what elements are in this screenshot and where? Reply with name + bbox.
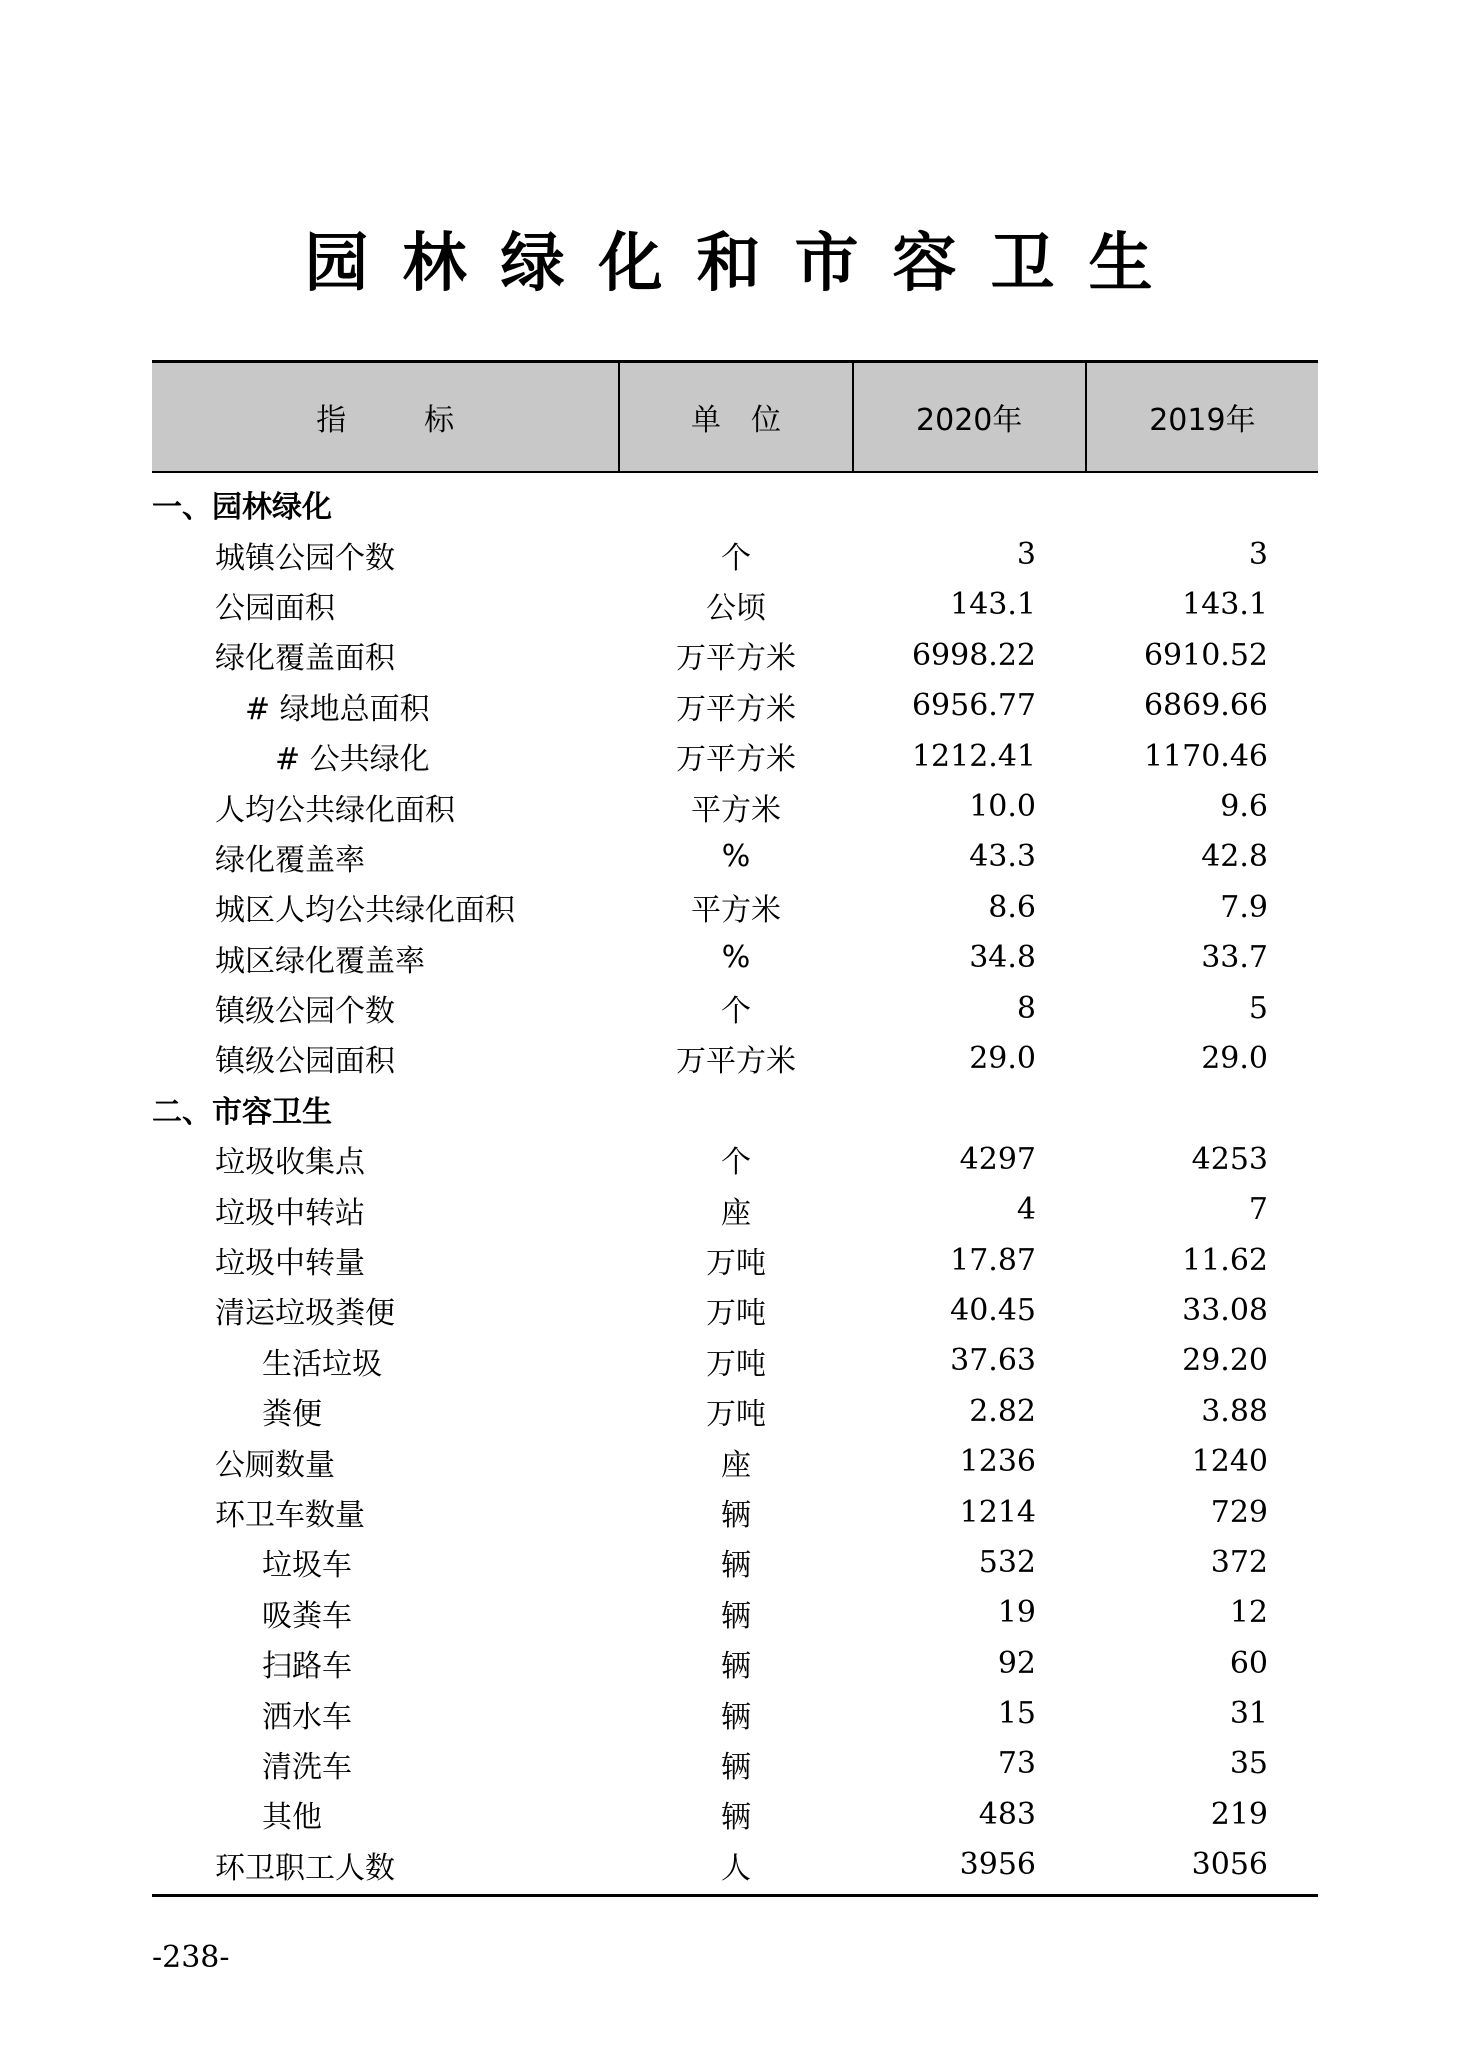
value-2019-cell: 5 — [1248, 990, 1268, 1026]
value-2020-cell: 40.45 — [950, 1292, 1036, 1328]
table-row — [152, 933, 1318, 983]
indicator-cell: 垃圾中转量 — [215, 1246, 365, 1282]
unit-cell: 万吨 — [706, 1397, 766, 1433]
unit-cell: 万平方米 — [676, 691, 796, 727]
indicator-cell: 洒水车 — [262, 1699, 352, 1735]
header-indicator: 指标 — [152, 363, 620, 471]
table-row — [152, 832, 1318, 882]
indicator-cell: 镇级公园个数 — [215, 994, 395, 1030]
indicator-cell: 城区绿化覆盖率 — [215, 943, 425, 979]
value-2020-cell: 43.3 — [969, 839, 1036, 875]
unit-cell: 万平方米 — [676, 742, 796, 778]
unit-cell: 万平方米 — [676, 641, 796, 677]
page-title: 园林绿化和市容卫生 — [304, 226, 1187, 301]
table-row — [152, 1033, 1318, 1083]
value-2019-cell: 1240 — [1191, 1444, 1268, 1480]
value-2019-cell: 7.9 — [1220, 889, 1268, 925]
table-row — [152, 781, 1318, 831]
statistics-table — [152, 360, 1318, 1897]
value-2019-cell: 9.6 — [1220, 789, 1268, 825]
table-row — [152, 731, 1318, 781]
table-row — [152, 1537, 1318, 1587]
indicator-cell: 镇级公园面积 — [215, 1044, 395, 1080]
value-2020-cell: 6998.22 — [911, 637, 1036, 673]
unit-cell: 座 — [721, 1195, 751, 1231]
value-2019-cell: 29.20 — [1182, 1343, 1268, 1379]
value-2019-cell: 33.7 — [1201, 940, 1268, 976]
unit-cell: 辆 — [721, 1649, 751, 1685]
table-row — [152, 1235, 1318, 1285]
indicator-cell: 其他 — [262, 1800, 322, 1836]
indicator-cell: 清洗车 — [262, 1749, 352, 1785]
indicator-cell: 绿化覆盖面积 — [215, 641, 395, 677]
value-2020-cell: 2.82 — [969, 1393, 1036, 1429]
value-2020-cell: 143.1 — [950, 587, 1036, 623]
header-year-2019: 2019年 — [1149, 403, 1256, 438]
unit-cell: 个 — [721, 540, 751, 576]
indicator-cell: 清运垃圾粪便 — [215, 1296, 395, 1332]
indicator-cell: 城区人均公共绿化面积 — [215, 893, 515, 929]
value-2020-cell: 73 — [997, 1746, 1036, 1782]
value-2019-cell: 729 — [1210, 1494, 1268, 1530]
indicator-cell: 垃圾车 — [262, 1548, 352, 1584]
unit-cell: 个 — [721, 1145, 751, 1181]
header-year-2020: 2020年 — [854, 363, 1087, 471]
value-2020-cell: 8 — [1016, 990, 1036, 1026]
indicator-cell: 一、园林绿化 — [152, 490, 332, 526]
indicator-cell: 粪便 — [262, 1397, 322, 1433]
table-row — [152, 1336, 1318, 1386]
value-2019-cell: 143.1 — [1182, 587, 1268, 623]
indicator-cell: 人均公共绿化面积 — [215, 792, 455, 828]
indicator-cell: 环卫车数量 — [215, 1498, 365, 1533]
value-2019-cell: 35 — [1229, 1746, 1268, 1782]
value-2020-cell: 92 — [997, 1645, 1036, 1681]
unit-cell: 人 — [721, 1850, 751, 1886]
unit-cell: 公顷 — [706, 590, 766, 626]
table-row — [152, 1588, 1318, 1638]
value-2019-cell: 42.8 — [1201, 839, 1268, 875]
table-row — [152, 1184, 1318, 1234]
value-2019-cell: 4253 — [1191, 1141, 1268, 1177]
indicator-cell: 公园面积 — [215, 590, 335, 626]
table-row — [152, 681, 1318, 731]
indicator-cell: # 公共绿化 — [275, 742, 430, 778]
indicator-cell: 垃圾收集点 — [215, 1145, 365, 1181]
indicator-cell: # 绿地总面积 — [245, 691, 430, 727]
unit-cell: 平方米 — [691, 893, 781, 929]
header-unit: 单位 — [620, 363, 853, 471]
value-2019-cell: 6910.52 — [1143, 637, 1268, 673]
indicator-cell: 二、市容卫生 — [152, 1094, 332, 1130]
table-row — [152, 580, 1318, 630]
indicator-cell: 环卫职工人数 — [215, 1850, 395, 1886]
unit-cell: 万吨 — [706, 1296, 766, 1332]
section-row — [152, 479, 1318, 529]
value-2019-cell: 11.62 — [1182, 1242, 1268, 1278]
value-2020-cell: 1214 — [959, 1494, 1036, 1530]
table-row — [152, 1840, 1318, 1890]
indicator-cell: 生活垃圾 — [262, 1346, 382, 1382]
value-2019-cell: 1170.46 — [1143, 738, 1268, 774]
value-2019-cell: 12 — [1229, 1595, 1268, 1631]
value-2020-cell: 29.0 — [969, 1040, 1036, 1076]
value-2020-cell: 17.87 — [950, 1242, 1036, 1278]
unit-cell: 辆 — [721, 1699, 751, 1735]
table-bottom-rule — [152, 1894, 1318, 1897]
unit-cell: 辆 — [721, 1749, 751, 1785]
table-body — [152, 473, 1318, 1890]
indicator-cell: 城镇公园个数 — [215, 540, 395, 576]
value-2020-cell: 3 — [1016, 537, 1036, 573]
unit-cell: 辆 — [721, 1498, 751, 1533]
indicator-cell: 公厕数量 — [215, 1447, 335, 1483]
indicator-cell: 垃圾中转站 — [215, 1195, 365, 1231]
table-row — [152, 1739, 1318, 1789]
table-row — [152, 1688, 1318, 1738]
value-2019-cell: 29.0 — [1201, 1040, 1268, 1076]
indicator-cell: 吸粪车 — [262, 1598, 352, 1634]
table-row — [152, 983, 1318, 1033]
table-header — [152, 363, 1318, 473]
value-2020-cell: 37.63 — [950, 1343, 1036, 1379]
value-2020-cell: 4 — [1016, 1192, 1036, 1228]
unit-cell: 辆 — [721, 1800, 751, 1836]
table-row — [152, 1285, 1318, 1335]
page-number: -238- — [152, 1940, 230, 1975]
unit-cell: 座 — [721, 1447, 751, 1483]
value-2020-cell: 4297 — [959, 1141, 1036, 1177]
value-2020-cell: 10.0 — [969, 789, 1036, 825]
value-2019-cell: 3 — [1248, 537, 1268, 573]
value-2020-cell: 532 — [978, 1544, 1036, 1580]
value-2020-cell: 1212.41 — [911, 738, 1036, 774]
table-row — [152, 1436, 1318, 1486]
unit-cell: 辆 — [721, 1548, 751, 1584]
table-row — [152, 1638, 1318, 1688]
unit-cell: 万吨 — [706, 1246, 766, 1282]
value-2020-cell: 6956.77 — [911, 688, 1036, 724]
table-row — [152, 1386, 1318, 1436]
table-row — [152, 882, 1318, 932]
value-2019-cell: 6869.66 — [1143, 688, 1268, 724]
table-row — [152, 1789, 1318, 1839]
unit-cell: % — [721, 839, 751, 875]
unit-cell: 平方米 — [691, 792, 781, 828]
value-2020-cell: 1236 — [959, 1444, 1036, 1480]
value-2019-cell: 219 — [1210, 1796, 1268, 1832]
value-2020-cell: 3956 — [959, 1847, 1036, 1883]
table-row — [152, 1134, 1318, 1184]
unit-cell: 万平方米 — [676, 1044, 796, 1080]
indicator-cell: 绿化覆盖率 — [215, 842, 365, 878]
table-row — [152, 1487, 1318, 1537]
value-2019-cell: 33.08 — [1182, 1292, 1268, 1328]
value-2020-cell: 19 — [997, 1595, 1036, 1631]
value-2019-cell: 3.88 — [1201, 1393, 1268, 1429]
value-2020-cell: 483 — [978, 1796, 1036, 1832]
value-2019-cell: 372 — [1210, 1544, 1268, 1580]
value-2019-cell: 31 — [1229, 1696, 1268, 1732]
value-2020-cell: 8.6 — [988, 889, 1036, 925]
section-row — [152, 1084, 1318, 1134]
value-2020-cell: 15 — [997, 1696, 1036, 1732]
value-2019-cell: 7 — [1248, 1192, 1268, 1228]
unit-cell: 辆 — [721, 1598, 751, 1634]
unit-cell: 万吨 — [706, 1346, 766, 1382]
value-2020-cell: 34.8 — [969, 940, 1036, 976]
unit-cell: % — [721, 940, 751, 976]
table-row — [152, 630, 1318, 680]
value-2019-cell: 3056 — [1191, 1847, 1268, 1883]
indicator-cell: 扫路车 — [262, 1649, 352, 1685]
unit-cell: 个 — [721, 994, 751, 1030]
table-row — [152, 529, 1318, 579]
value-2019-cell: 60 — [1229, 1645, 1268, 1681]
